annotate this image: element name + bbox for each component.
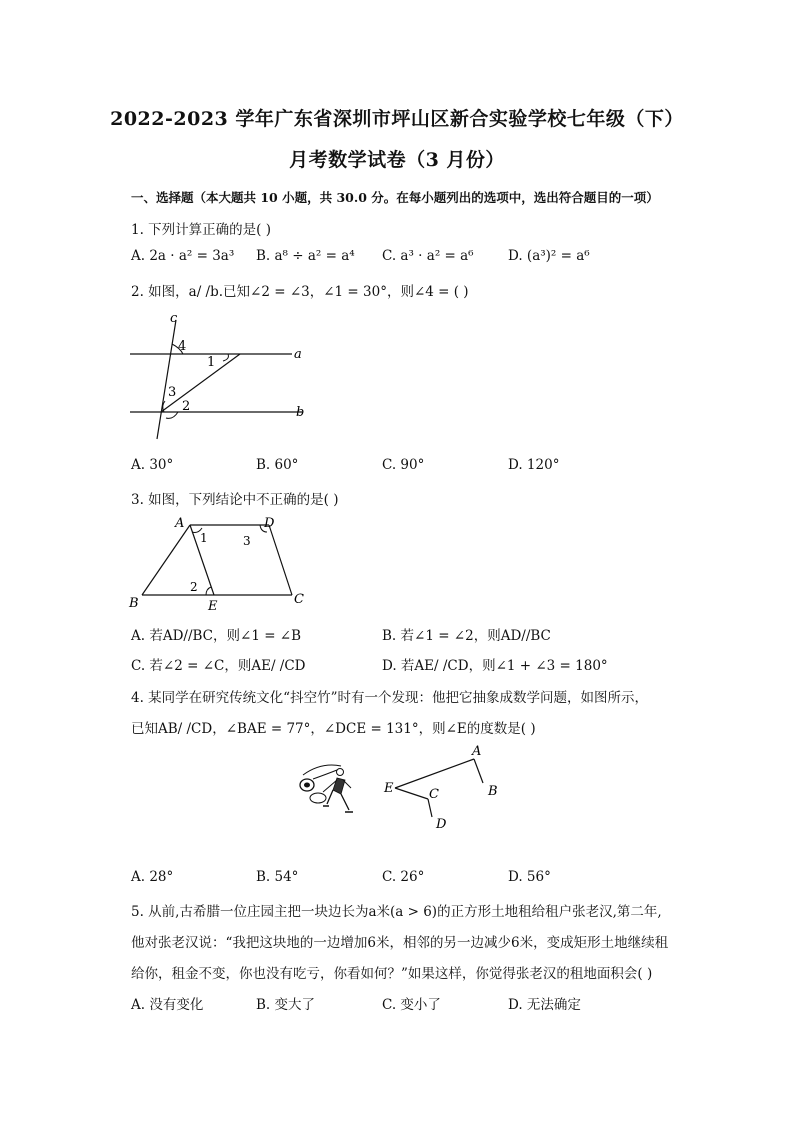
q3-option-c: C. 若∠2 = ∠C，则AE/ /CD — [131, 658, 306, 674]
angle-2-arc — [206, 587, 211, 595]
label-C: C — [294, 592, 304, 607]
question-5-stem-line2: 他对张老汉说：“我把这块地的一边增加6米，相邻的另一边减少6米，变成矩形土地继续租 — [131, 935, 669, 951]
q4-figure — [380, 742, 510, 832]
q3-option-d: D. 若AE/ /CD，则∠1 + ∠3 = 180° — [382, 658, 608, 674]
segment-ec — [395, 788, 428, 799]
q4-option-c: C. 26° — [382, 869, 425, 885]
label-2: 2 — [182, 399, 191, 414]
q2-option-b: B. 60° — [256, 457, 299, 473]
label-B: B — [129, 596, 139, 611]
question-4-stem-line1: 4. 某同学在研究传统文化“抖空竹”时有一个发现：他把它抽象成数学问题，如图所示， — [131, 690, 648, 706]
exam-title-line1: 2022-2023 学年广东省深圳市坪山区新合实验学校七年级（下） — [110, 108, 684, 130]
question-1-stem: 1. 下列计算正确的是( ) — [131, 222, 271, 238]
exam-title-line2: 月考数学试卷（3 月份） — [289, 149, 505, 171]
label-B: B — [488, 784, 498, 799]
q4-option-b: B. 54° — [256, 869, 299, 885]
q2-option-d: D. 120° — [508, 457, 560, 473]
q4-option-a: A. 28° — [131, 869, 174, 885]
section-heading: 一、选择题（本大题共 10 小题，共 30.0 分。在每小题列出的选项中，选出符合题目的一项） — [131, 190, 659, 205]
q4-option-d: D. 56° — [508, 869, 551, 885]
label-2: 2 — [190, 580, 198, 594]
label-E: E — [384, 781, 394, 796]
q5-option-c: C. 变小了 — [382, 997, 441, 1013]
question-2-stem: 2. 如图，a/ /b.已知∠2 = ∠3，∠1 = 30°，则∠4 = ( ) — [131, 284, 469, 300]
q3-option-a: A. 若AD//BC，则∠1 = ∠B — [131, 628, 302, 644]
label-D: D — [264, 516, 275, 531]
label-3: 3 — [243, 534, 251, 548]
question-5-stem-line3: 给你，租金不变，你也没有吃亏，你看如何？”如果这样，你觉得张老汉的租地面积会( ) — [131, 966, 653, 982]
label-b: b — [296, 405, 305, 420]
segment-ab — [474, 759, 483, 783]
label-A: A — [175, 516, 185, 531]
q2-option-a: A. 30° — [131, 457, 174, 473]
label-1: 1 — [200, 531, 208, 545]
label-c: c — [170, 311, 178, 326]
label-a: a — [294, 347, 302, 362]
label-A: A — [472, 744, 482, 759]
q3-option-b: B. 若∠1 = ∠2，则AD//BC — [382, 628, 551, 644]
q1-option-b: B. a⁸ ÷ a² = a⁴ — [256, 248, 355, 264]
segment-ea — [395, 759, 474, 788]
q3-figure — [126, 510, 316, 614]
question-5-stem-line1: 5. 从前,古希腊一位庄园主把一块边长为a米(a > 6)的正方形土地租给租户张老汉,第二年, — [131, 904, 662, 920]
line-c — [157, 320, 176, 439]
q2-option-c: C. 90° — [382, 457, 425, 473]
question-4-stem-line2: 已知AB/ /CD，∠BAE = 77°，∠DCE = 131°，则∠E的度数是( ) — [131, 721, 536, 737]
angle-1-arc — [223, 354, 228, 361]
q1-option-c: C. a³ · a² = a⁶ — [382, 248, 474, 264]
segment-ab — [142, 525, 190, 595]
label-E: E — [208, 599, 218, 614]
diabolo-player-illustration — [293, 760, 361, 820]
angle-2-arc — [166, 412, 178, 418]
q1-option-a: A. 2a · a² = 3a³ — [131, 248, 235, 264]
question-3-stem: 3. 如图，下列结论中不正确的是( ) — [131, 492, 339, 508]
segment-dc — [269, 525, 292, 595]
label-3: 3 — [168, 385, 177, 400]
q5-option-a: A. 没有变化 — [131, 997, 204, 1013]
q2-figure — [128, 308, 318, 443]
q5-option-d: D. 无法确定 — [508, 997, 581, 1013]
label-D: D — [436, 817, 447, 832]
q1-option-d: D. (a³)² = a⁶ — [508, 248, 590, 264]
q5-option-b: B. 变大了 — [256, 997, 316, 1013]
label-C: C — [429, 787, 439, 802]
transversal-line — [161, 354, 240, 412]
label-1: 1 — [207, 355, 216, 370]
label-4: 4 — [178, 339, 187, 354]
